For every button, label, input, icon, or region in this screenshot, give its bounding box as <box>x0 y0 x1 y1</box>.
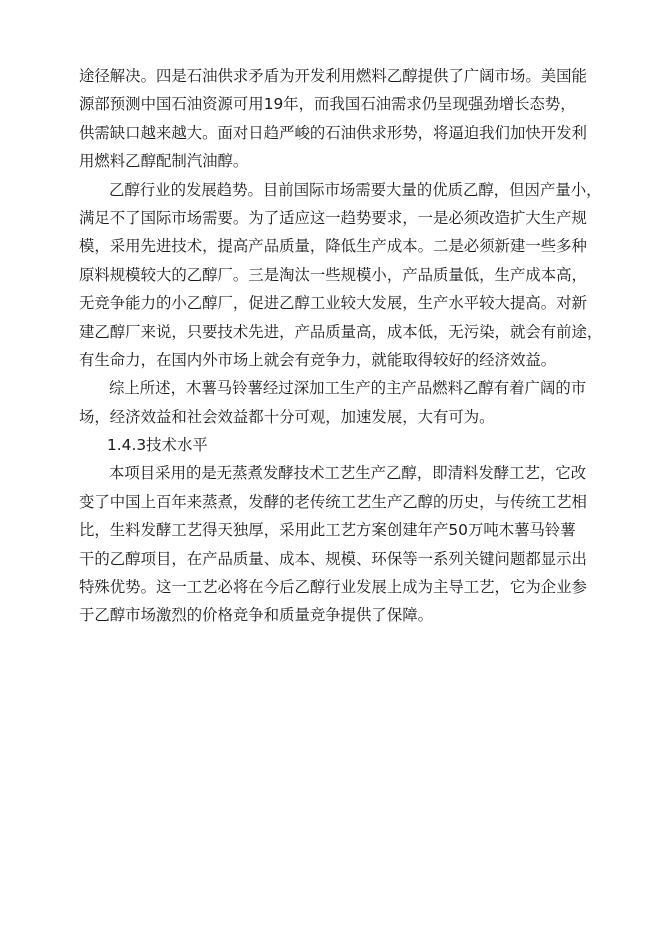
text-line: 满足不了国际市场需要。为了适应这一趋势要求，一是必须改造扩大生产规 <box>79 208 587 227</box>
text-line: 有生命力，在国内外市场上就会有竞争力，就能取得较好的经济效益。 <box>79 350 557 369</box>
text-line: 综上所述，木薯马铃薯经过深加工生产的主产品燃料乙醇有着广阔的市 <box>109 379 587 398</box>
text-line: 变了中国上百年来蒸煮，发酵的老传统工艺生产乙醇的历史，与传统工艺相 <box>79 492 587 511</box>
text-line: 特殊优势。这一工艺必将在今后乙醇行业发展上成为主导工艺，它为企业参 <box>79 578 587 597</box>
section-heading: 1.4.3技术水平 <box>107 436 208 455</box>
text-line: 乙醇行业的发展趋势。目前国际市场需要大量的优质乙醇，但因产量小， <box>109 180 602 199</box>
paragraph-oil-market <box>79 62 607 176</box>
text-line: 场，经济效益和社会效益都十分可观，加速发展，大有可为。 <box>79 407 495 426</box>
text-line: 模，采用先进技术，提高产品质量，降低生产成本。二是必须新建一些多种 <box>79 237 587 256</box>
document-body <box>79 62 607 630</box>
text-line: 途径解决。四是石油供求矛盾为开发利用燃料乙醇提供了广阔市场。美国能 <box>79 67 587 85</box>
text-line: 原料规模较大的乙醇厂。三是淘汰一些规模小，产品质量低，生产成本高， <box>79 265 587 284</box>
paragraph-summary <box>79 374 607 431</box>
paragraph-industry-trend <box>79 176 607 375</box>
text-line: 源部预测中国石油资源可用19年，而我国石油需求仍呈现强劲增长态势， <box>79 95 576 114</box>
text-line: 于乙醇市场激烈的价格竞争和质量竞争提供了保障。 <box>79 606 433 625</box>
paragraph-technology <box>79 459 607 629</box>
text-line: 供需缺口越来越大。面对日趋严峻的石油供求形势，将逼迫我们加快开发利 <box>79 123 587 142</box>
text-line: 无竞争能力的小乙醇厂，促进乙醇工业较大发展，生产水平较大提高。对新 <box>79 294 587 313</box>
text-line: 干的乙醇项目，在产品质量、成本、规模、环保等一系列关键问题都显示出 <box>79 549 587 568</box>
text-line: 本项目采用的是无蒸煮发酵技术工艺生产乙醇，即清料发酵工艺，它改 <box>109 464 587 483</box>
text-line: 建乙醇厂来说，只要技术先进，产品质量高，成本低，无污染，就会有前途， <box>79 322 603 341</box>
text-line: 比，生料发酵工艺得天独厚，采用此工艺方案创建年产50万吨木薯马铃薯 <box>79 521 576 540</box>
text-line: 用燃料乙醇配制汽油醇。 <box>79 152 249 171</box>
